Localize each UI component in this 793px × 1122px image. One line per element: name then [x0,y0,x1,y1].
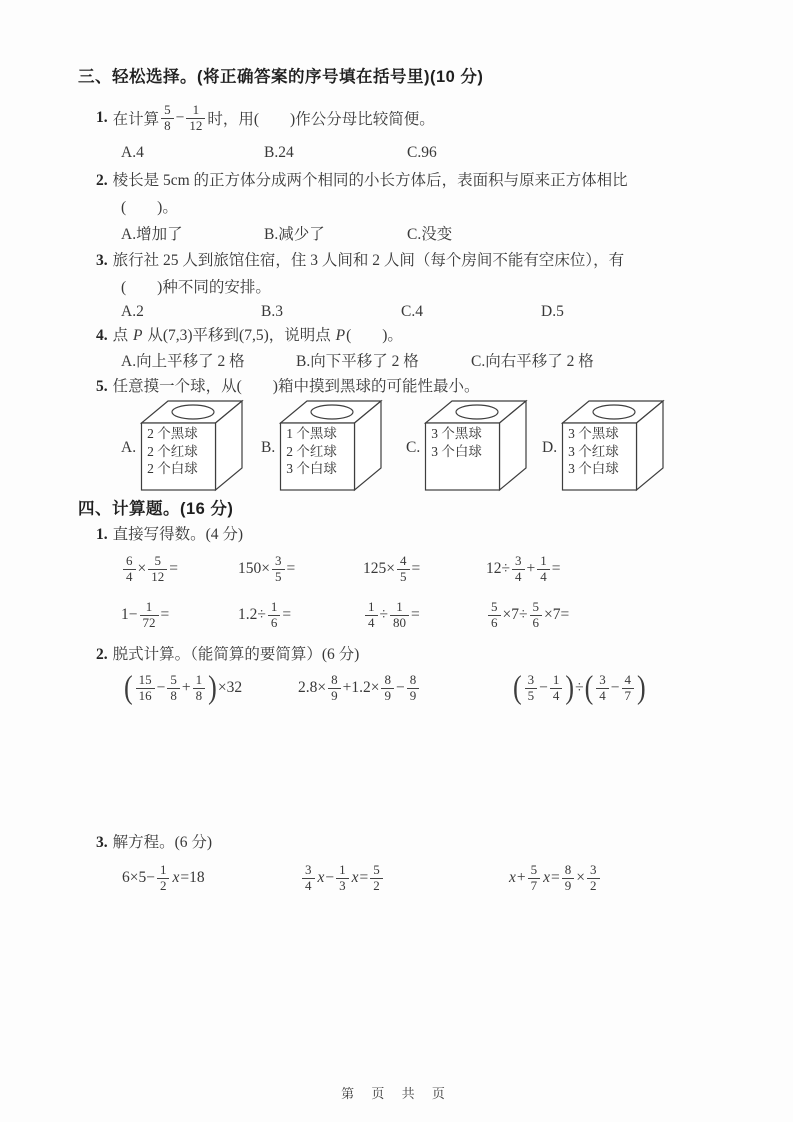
choice-b: B.减少了 [264,226,325,243]
part-1-number: 1. [96,526,108,543]
question-3-stem [96,250,753,272]
question-1-text: 在计算 $\frac{5}{8}$ − $\frac{1}{12}$ 时，用( )作公分母比较简便。 [112,101,435,133]
expression: $\frac{5}{6}$ ×7÷ $\frac{5}{6}$ ×7= [486,600,569,631]
hole-icon [593,405,635,419]
question-4-stem [96,325,753,347]
question-4-choices [121,351,753,373]
ball-box-figure [561,398,665,492]
box-contents: 1 个黑球 2 个红球 3 个白球 [286,426,337,476]
question-3-number: 3. [96,252,108,269]
part-3-title [96,833,753,853]
hole-icon [172,405,214,419]
box-label-c: C. [406,439,421,456]
expression: ( $\frac{3}{5}$ − $\frac{1}{4}$ ) ÷ ( $\frac{3}{4}$ − $\frac{4}{7}$ ) [513,669,646,706]
expression: 2.8× $\frac{8}{9}$ +1.2× $\frac{8}{9}$ − $\frac{8}{9}$ [298,673,512,704]
section-4-heading: 四、计算题。(16 分) [78,500,234,518]
ball-box-a [121,398,261,492]
question-2-text: 棱长是 5cm 的正方体分成两个相同的小长方体后，表面积与原来正方体相比 [112,172,628,189]
question-2-continuation: ( )。 [121,199,178,216]
question-3-text: 旅行社 25 人到旅馆住宿，住 3 人间和 2 人间（每个房间不能有空床位），有 [112,252,625,269]
expression: ( $\frac{15}{16}$ − $\frac{5}{8}$ + $\frac{1}{8}$ ) ×32 [124,669,243,706]
equation: 6×5− $\frac{1}{2}$ x =18 [122,861,205,893]
box-contents: 3 个黑球 3 个红球 3 个白球 [568,426,619,476]
question-4-number: 4. [96,327,108,344]
expression: 12÷ $\frac{3}{4}$ + $\frac{1}{4}$ = [486,552,561,584]
ball-box-figure [140,398,244,492]
question-1-number: 1. [96,109,108,126]
question-2-number: 2. [96,172,108,189]
question-5-stem [96,376,753,398]
ball-box-c [406,398,542,492]
equation: $\frac{3}{4}$ x − $\frac{1}{3}$ x = $\frac{5}{2}$ [300,863,508,894]
question-1-stem [96,98,753,138]
hole-icon [456,405,498,419]
expression: 1− $\frac{1}{72}$ = [121,598,170,630]
mental-math-row-1 [121,547,753,591]
equations-row [122,855,753,901]
page-footer: 第 页 共 页 [341,1086,452,1101]
question-5-number: 5. [96,378,108,395]
choice-b: B.24 [264,144,294,161]
choice-c: C.向右平移了 2 格 [471,353,594,370]
box-label-a: A. [121,439,137,456]
section-3-heading: 三、轻松选择。(将正确答案的序号填在括号里)(10 分) [78,68,484,86]
choice-d: D.5 [541,303,564,320]
box-label-b: B. [261,439,276,456]
part-3-title-text: 解方程。(6 分) [112,834,213,851]
question-3-continuation: ( )种不同的安排。 [121,279,271,296]
choice-a: A.增加了 [121,226,183,243]
ball-box-figure [424,398,528,492]
ball-box-b [261,398,406,492]
question-2-choices [121,224,753,246]
expression: $\frac{1}{4}$ ÷ $\frac{1}{80}$ = [363,600,486,631]
question-5-ball-boxes [121,398,753,492]
equation: x + $\frac{5}{7}$ x = $\frac{8}{9}$ × $\frac{3}{2}$ [508,863,602,894]
part-1-title-text: 直接写得数。(4 分) [112,526,244,543]
question-4-text: 点 P 从(7,3)平移到(7,5)，说明点 P ( )。 [112,327,403,344]
hole-icon [311,405,353,419]
question-1-choices [121,142,753,164]
choice-c: C.4 [401,303,423,320]
choice-b: B.向下平移了 2 格 [296,353,419,370]
mental-math-row-2 [121,593,753,637]
question-2-stem [96,170,753,192]
part-2-title-text: 脱式计算。（能简算的要简算）(6 分) [112,646,360,663]
choice-c: C.没变 [407,226,453,243]
expression: 1.2÷ $\frac{1}{6}$ = [238,598,292,630]
part-2-number: 2. [96,646,108,663]
box-contents: 3 个黑球 3 个白球 [431,426,482,459]
choice-b: B.3 [261,303,283,320]
choice-c: C.96 [407,144,437,161]
choice-a: A.2 [121,303,144,320]
choice-a: A.4 [121,144,144,161]
expression: $\frac{6}{4}$ × $\frac{5}{12}$ = [121,554,238,585]
box-contents: 2 个黑球 2 个红球 2 个白球 [147,426,198,476]
part-3-number: 3. [96,834,108,851]
ball-box-figure [279,398,383,492]
expression: 125× $\frac{4}{5}$ = [363,552,421,584]
step-calculation-row [123,665,753,711]
question-5-text: 任意摸一个球，从( )箱中摸到黑球的可能性最小。 [112,378,480,395]
choice-a: A.向上平移了 2 格 [121,353,245,370]
part-1-title [96,525,753,545]
expression: 150× $\frac{3}{5}$ = [238,552,296,584]
ball-box-d [542,398,665,492]
part-2-title [96,645,753,665]
box-label-d: D. [542,439,558,456]
question-3-choices [121,301,753,323]
